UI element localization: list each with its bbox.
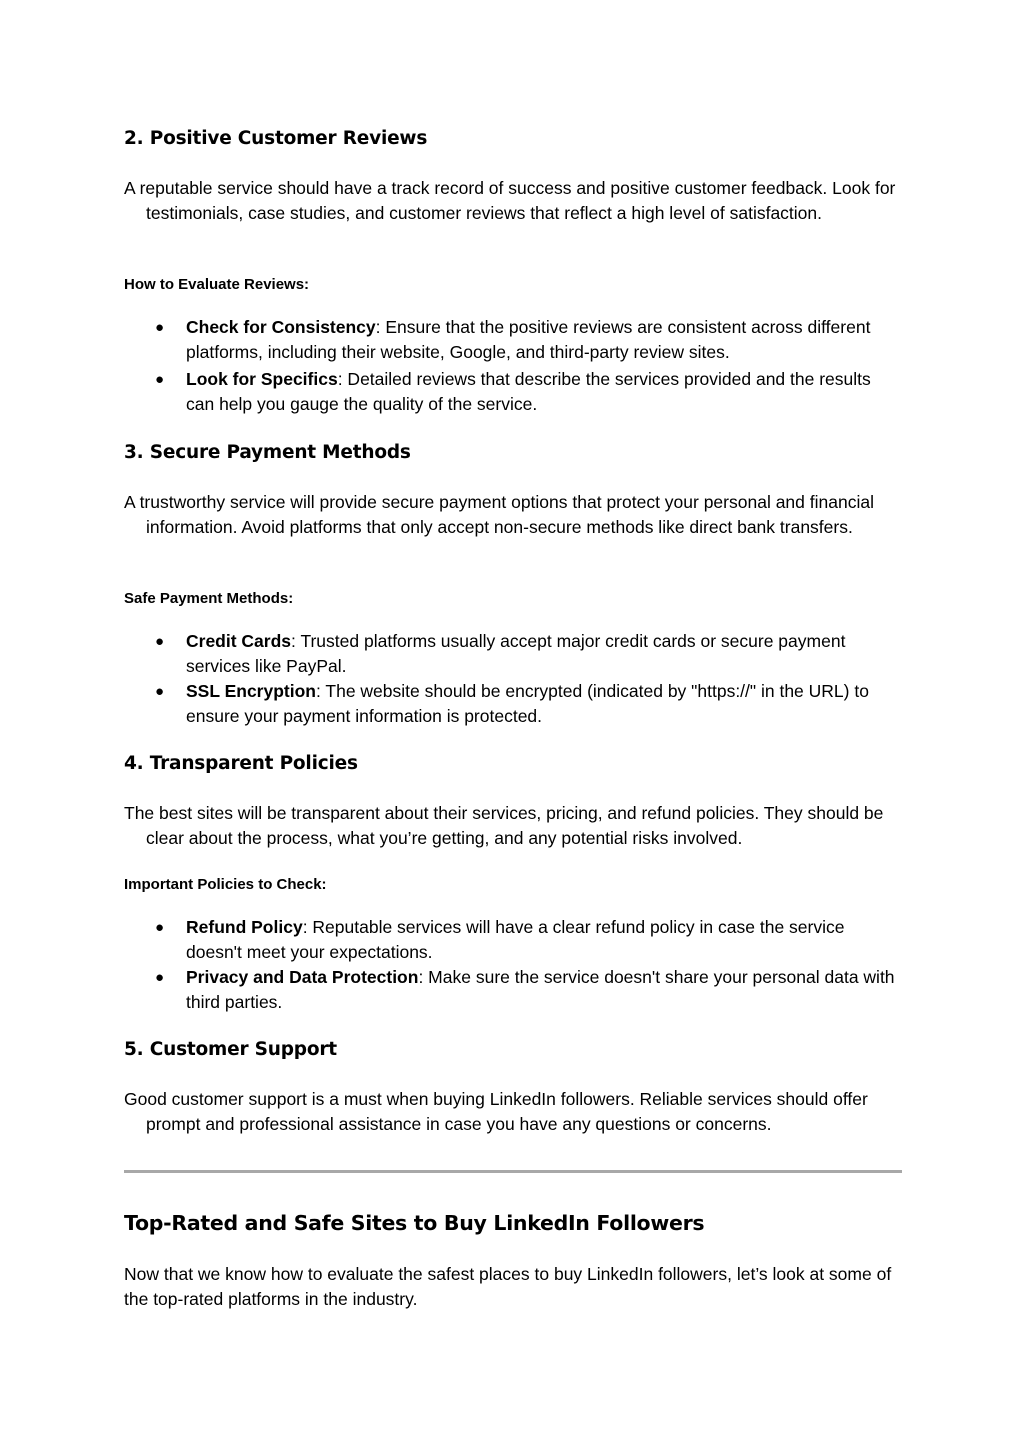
bullet-icon: ● <box>155 319 165 336</box>
bullet-icon: ● <box>155 969 165 986</box>
top-rated-intro: Now that we know how to evaluate the safest places to buy LinkedIn followers, let’s look at some of the top-rated platforms in the industry. <box>124 1264 892 1309</box>
section-intro: The best sites will be transparent about their services, pricing, and refund policies. They should be clear about the process, what you’re getting, and any potential risks involved. <box>124 803 884 848</box>
section-subheading: Important Policies to Check: <box>124 876 327 893</box>
list-item-text: : Reputable services will have a clear refund policy in case the service doesn't meet your expectations. <box>186 917 845 962</box>
bullet-icon: ● <box>155 371 165 388</box>
list-item <box>124 367 902 417</box>
section-intro: A reputable service should have a track record of success and positive customer feedback. Look for testimonials, case studies, and customer reviews that reflect a high level of satisfaction. <box>124 178 896 223</box>
list-item <box>124 915 902 965</box>
section-intro: Good customer support is a must when buying LinkedIn followers. Reliable services should offer prompt and professional assistance in case you have any questions or concerns. <box>124 1089 868 1134</box>
list-item-term: Look for Specifics <box>186 369 338 389</box>
list-item-text: : The website should be encrypted (indicated by "https://" in the URL) to ensure your payment information is protected. <box>186 681 869 726</box>
top-rated-heading: Top-Rated and Safe Sites to Buy LinkedIn Followers <box>124 1211 705 1235</box>
list-item-term: Privacy and Data Protection <box>186 967 419 987</box>
list-item-term: Credit Cards <box>186 631 292 651</box>
section-heading: 5. Customer Support <box>124 1039 337 1060</box>
list-item-term: Refund Policy <box>186 917 303 937</box>
bullet-list <box>124 315 902 417</box>
list-item-term: SSL Encryption <box>186 681 316 701</box>
section-heading: 4. Transparent Policies <box>124 753 358 774</box>
list-item-text: : Ensure that the positive reviews are consistent across different platforms, including their website, Google, and third-party review sites. <box>186 317 871 362</box>
section-heading: 3. Secure Payment Methods <box>124 442 411 463</box>
list-item-term: Check for Consistency <box>186 317 376 337</box>
bullet-icon: ● <box>155 683 165 700</box>
section-subheading: How to Evaluate Reviews: <box>124 276 310 293</box>
bullet-list <box>124 629 902 729</box>
list-item-text: : Detailed reviews that describe the services provided and the results can help you gauge the quality of the service. <box>186 369 871 414</box>
list-item <box>124 629 902 679</box>
list-item <box>124 315 902 365</box>
bullet-icon: ● <box>155 919 165 936</box>
section-intro: A trustworthy service will provide secure payment options that protect your personal and financial information. Avoid platforms that only accept non-secure methods like direct bank transfers. <box>124 492 874 537</box>
list-item-text: : Make sure the service doesn't share your personal data with third parties. <box>186 967 895 1012</box>
bullet-list <box>124 915 902 1015</box>
bullet-icon: ● <box>155 633 165 650</box>
list-item-text: : Trusted platforms usually accept major credit cards or secure payment services like PayPal. <box>186 631 846 676</box>
list-item <box>124 679 902 729</box>
list-item <box>124 965 902 1015</box>
section-subheading: Safe Payment Methods: <box>124 590 294 607</box>
horizontal-divider <box>124 1170 902 1173</box>
section-heading: 2. Positive Customer Reviews <box>124 128 428 149</box>
